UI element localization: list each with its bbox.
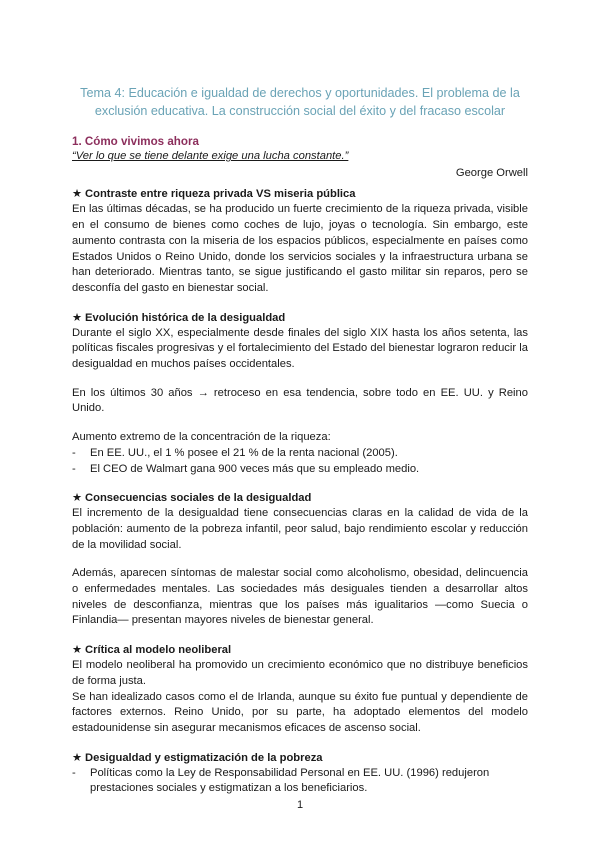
paragraph: En los últimos 30 años → retroceso en esa tendencia, sobre todo en EE. UU. y Reino Unido. (72, 386, 528, 415)
subheading-text: Desigualdad y estigmatización de la pobreza (85, 751, 323, 764)
list-item (72, 446, 528, 462)
list-item-text: Políticas como la Ley de Responsabilidad Personal en EE. UU. (1996) redujeron prestaciones sociales y estigmatizan a los beneficiarios. (90, 766, 490, 795)
star-icon: ★ (72, 644, 83, 657)
dash-bullet: - (72, 446, 76, 459)
subheading-text: Evolución histórica de la desigualdad (85, 311, 286, 324)
subheading-contraste (72, 186, 528, 202)
star-icon: ★ (72, 492, 83, 505)
epigraph-author: George Orwell (455, 166, 528, 179)
subheading-text: Contraste entre riqueza privada VS miseria pública (85, 188, 356, 201)
dash-bullet: - (72, 766, 76, 779)
list-item (72, 766, 528, 797)
dash-list (72, 766, 528, 797)
page-number: 1 (296, 799, 304, 811)
paragraph: Aumento extremo de la concentración de la riqueza: (72, 431, 331, 444)
epigraph-quote: “Ver lo que se tiene delante exige una lucha constante.” (72, 150, 349, 162)
paragraph: Se han idealizado casos como el de Irlanda, aunque su éxito fue puntual y dependiente de factores externos. Reino Unido, por su parte, ha adoptado elementos del modelo estadounidense sin asegurar mecanismos eficaces de ascenso social. (72, 690, 528, 734)
subheading-consecuencias (72, 490, 528, 506)
dash-list (72, 446, 528, 477)
subheading-evolucion (72, 310, 528, 326)
list-item-text: En EE. UU., el 1 % posee el 21 % de la renta nacional (2005). (90, 446, 398, 459)
list-item-text: El CEO de Walmart gana 900 veces más que su empleado medio. (90, 462, 420, 475)
subheading-text: Consecuencias sociales de la desigualdad (85, 492, 312, 505)
paragraph: El incremento de la desigualdad tiene consecuencias claras en la calidad de vida de la población: aumento de la pobreza infantil, peor salud, bajo rendimiento escolar y reducción de la movilidad social. (72, 507, 528, 551)
paragraph: Durante el siglo XX, especialmente desde finales del siglo XIX hasta los años setenta, las políticas fiscales progresivas y el fortalecimiento del Estado del bienestar lograron reducir la desigualdad en muchos países occidentales. (72, 326, 528, 371)
document-title: Tema 4: Educación e igualdad de derechos y oportunidades. El problema de la exclusión educativa. La construcción social del éxito y del fracaso escolar (80, 86, 520, 118)
subheading-text: Crítica al modelo neoliberal (85, 644, 232, 657)
section-heading: 1. Cómo vivimos ahora (72, 135, 199, 148)
subheading-critica (72, 642, 528, 658)
star-icon: ★ (72, 751, 83, 764)
list-item (72, 462, 528, 478)
dash-bullet: - (72, 462, 76, 475)
star-icon: ★ (72, 311, 83, 324)
paragraph: Además, aparecen síntomas de malestar social como alcoholismo, obesidad, delincuencia o enfermedades mentales. Las sociedades más desiguales tienden a desarrollar altos niveles de desconfianza, mientras que los países más igualitarios —como Suecia o Finlandia— presentan mayores niveles de bienestar general. (72, 567, 528, 627)
paragraph: El modelo neoliberal ha promovido un crecimiento económico que no distribuye beneficios de forma justa. (72, 659, 528, 687)
star-icon: ★ (72, 188, 83, 201)
document-page (72, 84, 528, 797)
paragraph: En las últimas décadas, se ha producido un fuerte crecimiento de la riqueza privada, visible en el consumo de bienes como coches de lujo, joyas o tecnología. Sin embargo, este aumento contrasta con la miseria de los espacios públicos, especialmente en países como Estados Unidos o Reino Unido, donde los servicios sociales y la infraestructura urbana se han deteriorado. Mientras tanto, se sigue justificando el gasto militar sin reparos, pero se desconfía del gasto en bienestar social. (72, 203, 528, 294)
subheading-estigma (72, 750, 528, 766)
